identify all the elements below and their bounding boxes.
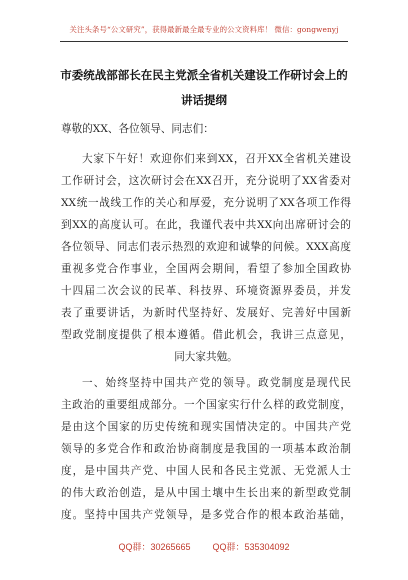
paragraph-line: 度。坚持中国共产党领导，是多党合作的根本政治基础， xyxy=(61,509,351,521)
footer-qq-group-1: QQ群：30265665 xyxy=(118,542,191,552)
document-title-line-1: 市委统战部部长在民主党派全省机关建设工作研讨会上的 xyxy=(60,68,348,82)
paragraph-line: 各位领导、同志们表示热烈的欢迎和诚挚的问候。XXX高度 xyxy=(61,241,351,253)
paragraph-line: XX统一战线工作的关心和厚爱，充分说明了XX各项工作得 xyxy=(61,197,351,209)
paragraph-line: 领导的多党合作和政治协商制度是我国的一项基本政治制 xyxy=(61,443,351,455)
paragraph-line: 型政党制度提供了根本遵循。借此机会，我讲三点意见， xyxy=(61,329,351,341)
header-promo-note: 关注头条号“公文研究”，获得最新最全最专业的公文资料库！ 微信：gongwenyj xyxy=(69,25,339,34)
paragraph-line: 十四届二次会议的民革、科技界、环境资源界委员，并发 xyxy=(61,285,351,297)
header-divider xyxy=(60,41,348,42)
document-title-line-2: 讲话提纲 xyxy=(181,93,227,107)
footer-qq-group-2: QQ群：535304092 xyxy=(212,542,290,552)
paragraph-line: 大家下午好！欢迎你们来到XX，召开XX全省机关建设 xyxy=(82,153,351,165)
paragraph-line: 主政治的重要组成部分。一个国家实行什么样的政党制度， xyxy=(61,399,351,411)
footer-contact xyxy=(0,540,408,553)
paragraph-line: 度，是中国共产党、中国人民和各民主党派、无党派人士 xyxy=(61,465,351,477)
paragraph-line: 表了重要讲话，为新时代坚持好、发展好、完善好中国新 xyxy=(61,307,351,319)
salutation: 尊敬的XX、各位领导、同志们： xyxy=(61,123,214,135)
paragraph-opening xyxy=(61,148,351,368)
paragraph-line: 工作研讨会，这次研讨会在XX召开，充分说明了XX省委对 xyxy=(61,175,351,187)
paragraph-line: 重视多党合作事业，全国两会期间，看望了参加全国政协 xyxy=(61,263,351,275)
paragraph-line: 的伟大政治创造，是从中国土壤中生长出来的新型政党制 xyxy=(61,487,351,499)
paragraph-line: 同大家共勉。 xyxy=(174,351,238,363)
paragraph-section-one xyxy=(61,372,351,526)
paragraph-line: 一、始终坚持中国共产党的领导。政党制度是现代民 xyxy=(82,377,351,389)
paragraph-line: 是由这个国家的历史传统和现实国情决定的。中国共产党 xyxy=(61,421,351,433)
paragraph-line: 到XX的高度认可。在此，我谨代表中共XX向出席研讨会的 xyxy=(61,219,351,231)
